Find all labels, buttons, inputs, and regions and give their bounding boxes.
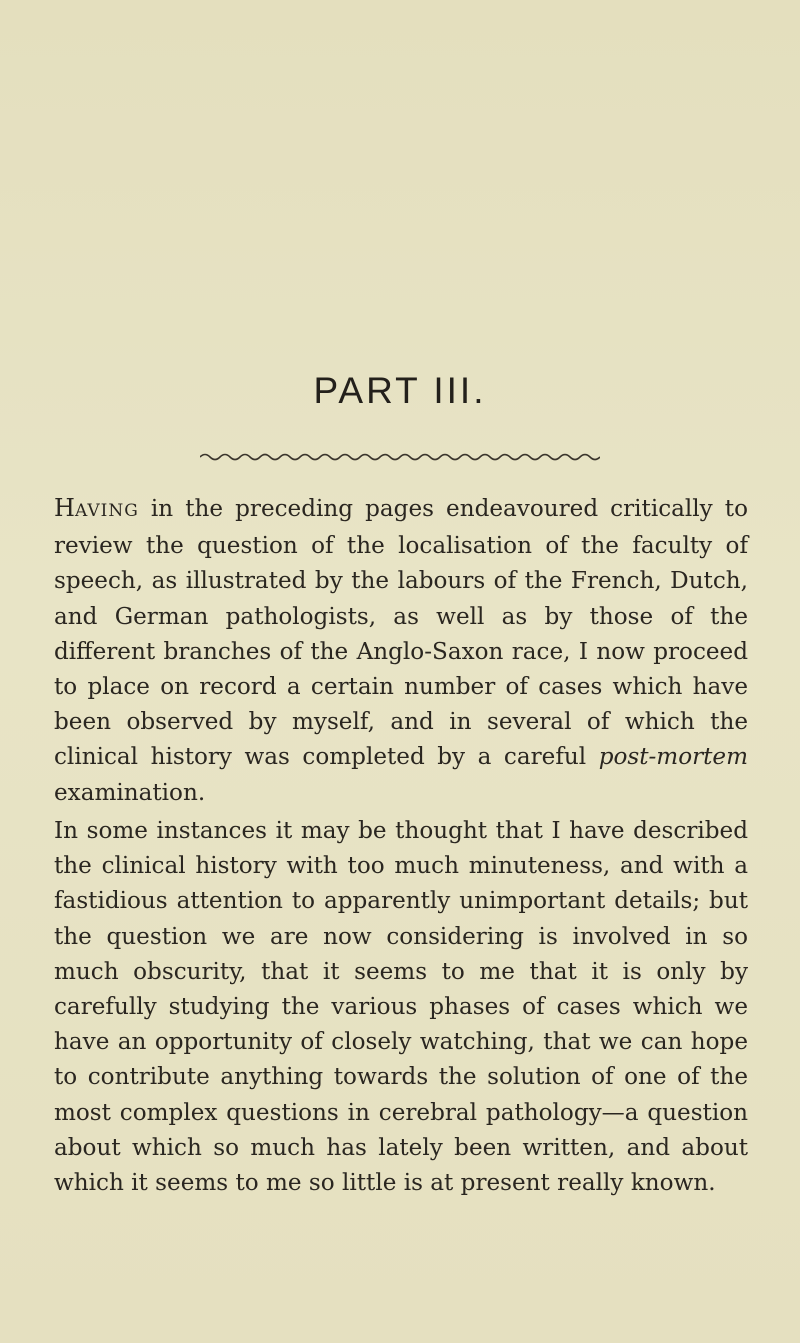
paragraph-2: In some instances it may be thought that I have described the clinical history with too much minuteness, and with a fastidious attention to apparently unimportant details; but the question we are now considering is involved in so much obscurity, that it seems to me that it is only by carefully studying the various phases of cases which we have an opportunity of closely watching, that we can hope to contribute anything towards the solution of one of the most complex questions in cerebral pathology—a question about which so much has lately been written, and about which it seems to me so little is at present really known.	[54, 818, 748, 1197]
part-heading: PART III.	[313, 370, 487, 411]
paragraph-1	[54, 491, 748, 811]
wavy-rule-ornament	[200, 450, 600, 464]
italic-term: post-mortem	[598, 744, 748, 771]
lead-small-caps: AVING	[74, 501, 139, 521]
drop-cap: H	[54, 494, 75, 522]
paragraph-1-text: in the preceding pages endeavoured critically to review the question of the localisation of the faculty of speech, as illustrated by the labours of the French, Dutch, and German pathologists, as well as by those of the different branches of the Anglo-Saxon race, I now proceed to place on record a certain number of cases which have been observed by myself, and in several of which the clinical history was completed by a careful	[54, 496, 748, 771]
paragraph-1-ending: examination.	[54, 779, 206, 806]
